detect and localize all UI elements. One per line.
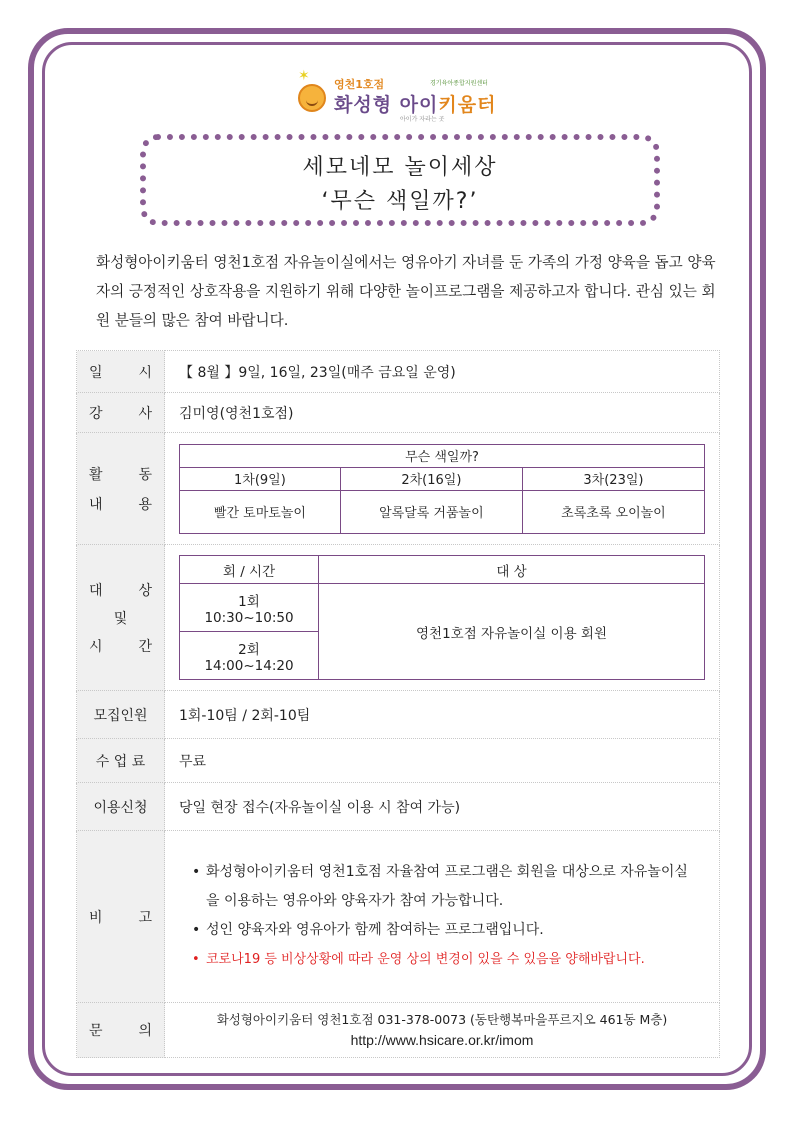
- session-2: 2회 14:00~14:20: [180, 632, 319, 680]
- label-capacity: 모집인원: [77, 691, 165, 739]
- activity-item-1: 빨간 토마토놀이: [180, 490, 341, 533]
- target-value: 영천1호점 자유놀이실 이용 회원: [319, 584, 705, 680]
- value-date: 【 8월 】9일, 16일, 23일(매주 금요일 운영): [165, 351, 720, 393]
- row-notes: [77, 831, 720, 1003]
- row-fee: [77, 739, 720, 783]
- value-fee: 무료: [165, 739, 720, 783]
- activity-table: [179, 444, 705, 534]
- logo-tagline: 아이가 자라는 곳: [400, 116, 445, 123]
- value-apply: 당일 현장 접수(자유놀이실 이용 시 참여 가능): [165, 783, 720, 831]
- label-target: 대 상 및 시 간: [77, 545, 165, 691]
- activity-col-1: 1차(9일): [180, 467, 341, 490]
- schedule-table: [179, 555, 705, 680]
- star-icon: ✶: [298, 68, 310, 84]
- logo-org: 경기육아종합지원센터: [430, 80, 488, 87]
- row-capacity: [77, 691, 720, 739]
- contact-cell: [165, 1003, 720, 1058]
- page-subtitle: ‘무슨 색일까?’: [321, 189, 479, 214]
- label-fee: 수 업 료: [77, 739, 165, 783]
- activity-item-2: 알록달록 거품놀이: [340, 490, 522, 533]
- notes-cell: [165, 831, 720, 1003]
- row-activity: [77, 433, 720, 545]
- contact-url[interactable]: http://www.hsicare.or.kr/imom: [350, 1032, 534, 1048]
- title-box: [140, 134, 660, 226]
- activity-header: 무슨 색일까?: [180, 444, 705, 467]
- schedule-col-target: 대 상: [319, 556, 705, 584]
- row-instructor: [77, 393, 720, 433]
- row-target: [77, 545, 720, 691]
- row-contact: [77, 1003, 720, 1058]
- note-2: • 성인 양육자와 영유아가 함께 참여하는 프로그램입니다.: [192, 921, 544, 938]
- label-apply: 이용신청: [77, 783, 165, 831]
- row-apply: [77, 783, 720, 831]
- activity-cell: [165, 433, 720, 545]
- label-contact: 문 의: [77, 1003, 165, 1058]
- label-notes: 비 고: [77, 831, 165, 1003]
- note-1: • 화성형아이키움터 영천1호점 자율참여 프로그램은 회원을 대상으로 자유놀이실을 이용하는 영유아와 양육자가 참여 가능합니다.: [192, 863, 688, 909]
- value-instructor: 김미영(영천1호점): [165, 393, 720, 433]
- smiley-icon: [298, 84, 326, 112]
- row-date: [77, 351, 720, 393]
- logo-title: 화성형 아이키움터: [334, 94, 497, 116]
- label-date: 일 시: [77, 351, 165, 393]
- note-warning: • 코로나19 등 비상상황에 따라 운영 상의 변경이 있을 수 있음을 양해바랍니다.: [192, 951, 645, 967]
- label-instructor: 강 사: [77, 393, 165, 433]
- target-cell: [165, 545, 720, 691]
- page-title: 세모네모 놀이세상: [302, 155, 498, 180]
- value-capacity: 1회-10팀 / 2회-10팀: [165, 691, 720, 739]
- activity-col-3: 3차(23일): [522, 467, 704, 490]
- session-1: 1회 10:30~10:50: [180, 584, 319, 632]
- contact-info: 화성형아이키움터 영천1호점 031-378-0073 (동탄행복마을푸르지오 461동 M층): [216, 1012, 668, 1027]
- label-activity: 활 동 내 용: [77, 433, 165, 545]
- activity-item-3: 초록초록 오이놀이: [522, 490, 704, 533]
- intro-text: 화성형아이키움터 영천1호점 자유놀이실에서는 영유아기 자녀를 둔 가족의 가정 양육을 돕고 양육자의 긍정적인 상호작용을 지원하기 위해 다양한 놀이프로그램을 제공하고자 합니다. 관심 있는 회원 분들의 많은 참여 바랍니다.: [96, 254, 716, 329]
- schedule-col-time: 회 / 시간: [180, 556, 319, 584]
- logo-subtitle: 영천1호점: [334, 78, 385, 91]
- info-table: [76, 350, 720, 1058]
- activity-col-2: 2차(16일): [340, 467, 522, 490]
